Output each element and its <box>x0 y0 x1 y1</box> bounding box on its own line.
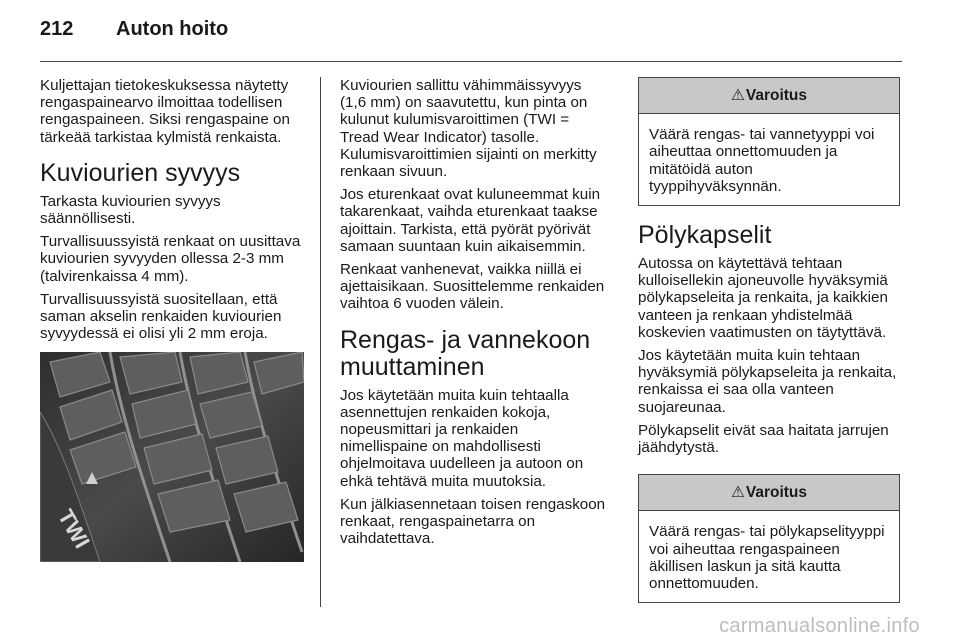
paragraph: Kun jälkiasennetaan toisen rengaskoon renkaat, rengaspainetarra on vaihdatettava. <box>340 495 606 548</box>
twi-label: TWI <box>53 505 95 553</box>
warning-header <box>639 78 899 114</box>
section-heading-tyre-size-change: Rengas- ja vannekoon muuttaminen <box>340 325 591 381</box>
section-heading-tread-depth: Kuviourien syvyys <box>40 158 241 187</box>
warning-text: Väärä rengas- tai pölykapselityyppi voi aiheuttaa rengaspaineen äkillisen laskun ja sitä kautta onnettomuuden. <box>649 523 885 593</box>
column-1 <box>40 77 306 562</box>
warning-box <box>638 77 900 206</box>
paragraph: Autossa on käytettävä tehtaan kulloisellekin ajoneuvolle hyväksymiä pölykapseleita ja renkaita, ja kaikkien vanteen ja renkaan yhdistelmää koskevien vaatimusten on täytyttävä. <box>638 255 888 341</box>
warning-text: Väärä rengas- tai vannetyyppi voi aiheuttaa onnettomuuden ja mitätöidä auton tyyppihyväksynnän. <box>649 126 875 195</box>
warning-box <box>638 474 900 603</box>
warning-title: Varoitus <box>745 484 808 502</box>
page-header <box>40 18 228 41</box>
column-3 <box>638 77 900 619</box>
warning-header <box>639 475 899 511</box>
paragraph: Turvallisuussyistä suositellaan, että saman akselin renkaiden kuviourien syvyydessä ei olisi yli 2 mm eroja. <box>40 290 282 343</box>
paragraph: Jos käytetään muita kuin tehtaan hyväksymiä pölykapseleita ja renkaita, renkaissa ei saa olla vanteen suojareunaa. <box>638 347 897 416</box>
warning-title: Varoitus <box>745 87 808 104</box>
column-2 <box>340 77 606 553</box>
paragraph: Kuviourien sallittu vähimmäissyvyys (1,6 mm) on saavutettu, kun pinta on kulunut kulumisvaroittimen (TWI = Tread Wear Indicator) tasolle. Kulumisvaroittimien sijainti on merkitty renkaan sivuun. <box>340 77 597 181</box>
warning-icon: ⚠ <box>730 87 745 104</box>
column-divider <box>320 77 321 607</box>
paragraph: Jos eturenkaat ovat kuluneemmat kuin takarenkaat, vaihda eturenkaat taakse ajoittain. Tarkista, että pyörät pyörivät samaan suuntaan kuin aikaisemmin. <box>340 186 601 255</box>
paragraph: Renkaat vanhenevat, vaikka niillä ei ajettaisikaan. Suosittelemme renkaiden vaihtoa 6 vuoden välein. <box>340 261 605 313</box>
tire-tread-illustration <box>40 352 304 562</box>
paragraph: Turvallisuussyistä renkaat on uusittava kuviourien syvyyden ollessa 2-3 mm (talvirenkaissa 4 mm). <box>40 233 301 285</box>
paragraph: Jos käytetään muita kuin tehtaalla asennettujen renkaiden kokoja, nopeusmittari ja renkaiden nimellispaine on mahdollisesti ohjelmoitava uudelleen ja autoon on ehkä tehtävä muita muutoksia. <box>340 386 584 490</box>
page-number: 212 <box>40 18 74 40</box>
section-heading-hubcaps: Pölykapselit <box>638 221 772 250</box>
page-title: Auton hoito <box>116 18 229 40</box>
footer-watermark: carmanualsonline.info <box>719 615 920 637</box>
header-divider <box>40 61 902 62</box>
warning-icon: ⚠ <box>730 484 745 502</box>
intro-paragraph: Kuljettajan tietokeskuksessa näytetty rengaspainearvo ilmoittaa todellisen rengaspaineen. Siksi rengaspaine on tärkeää tarkistaa kylmistä renkaista. <box>40 77 290 146</box>
paragraph: Tarkasta kuviourien syvyys säännöllisesti. <box>40 192 221 228</box>
paragraph: Pölykapselit eivät saa haitata jarrujen jäähdytystä. <box>638 421 889 457</box>
